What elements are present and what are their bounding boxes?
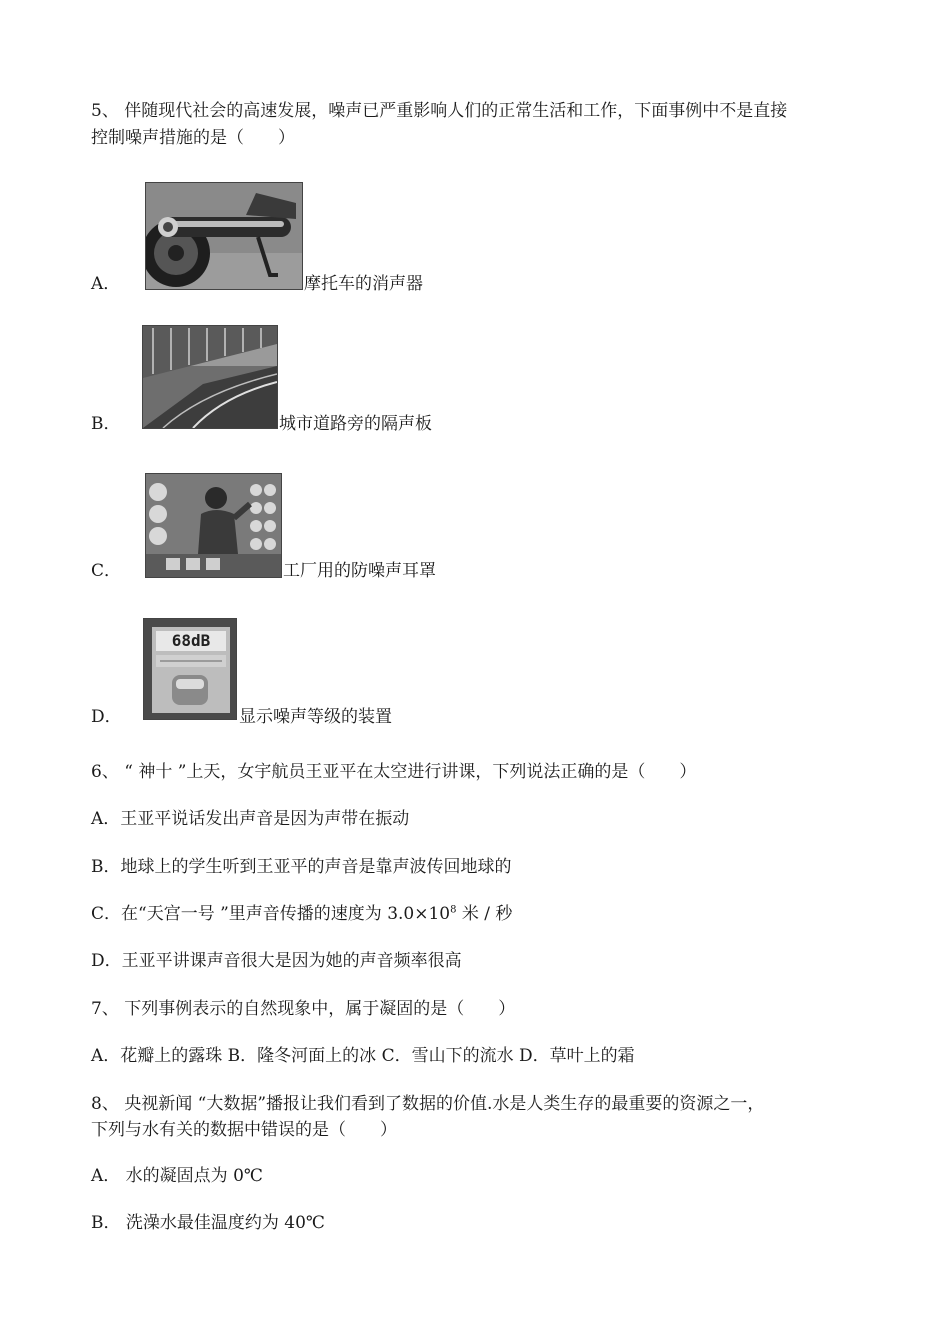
q6-option-c-unit: 米 / 秒 (456, 904, 513, 924)
q6-option-c-text: C．在“天宫一号 ”里声音传播的速度为 3.0×10 (91, 904, 451, 924)
q5-option-c-caption: 工厂用的防噪声耳罩 (283, 561, 436, 581)
noise-meter-photo (143, 618, 237, 720)
motorcycle-muffler-photo (145, 182, 303, 290)
q5-option-c-label: C． (91, 561, 122, 581)
factory-earmuffs-photo (145, 473, 282, 578)
q8-option-b: B． 洗澡水最佳温度约为 40℃ (91, 1213, 325, 1233)
q5-option-d-caption: 显示噪声等级的装置 (239, 707, 392, 727)
q5-option-a-caption: 摩托车的消声器 (304, 274, 423, 294)
q8-stem-line1: 8、 央视新闻 “大数据”播报让我们看到了数据的价值.水是人类生存的最重要的资源之一， (91, 1094, 765, 1114)
q6-option-c (91, 902, 512, 926)
q8-option-a: A． 水的凝固点为 0℃ (91, 1166, 263, 1186)
q6-option-a: A．王亚平说话发出声音是因为声带在振动 (91, 809, 410, 829)
q5-stem-line1: 5、 伴随现代社会的高速发展，噪声已严重影响人们的正常生活和工作，下面事例中不是直接 (91, 101, 788, 121)
q7-options: A．花瓣上的露珠 B．隆冬河面上的冰 C．雪山下的流水 D．草叶上的霜 (91, 1046, 635, 1066)
q6-stem: 6、 “ 神十 ”上天，女宇航员王亚平在太空进行讲课，下列说法正确的是（ ） (91, 762, 697, 782)
q6-option-c-exponent: 8 (450, 904, 457, 916)
q6-option-b: B．地球上的学生听到王亚平的声音是靠声波传回地球的 (91, 857, 512, 877)
noise-meter-reading: 68dB (171, 631, 211, 650)
sound-barrier-photo (142, 325, 278, 429)
q7-stem: 7、 下列事例表示的自然现象中，属于凝固的是（ ） (91, 999, 516, 1019)
q5-option-a-label: A． (91, 274, 121, 294)
q5-option-b-label: B． (91, 414, 121, 434)
q5-option-d-label: D． (91, 707, 122, 727)
q8-stem-line2: 下列与水有关的数据中错误的是（ ） (91, 1120, 397, 1140)
q6-option-d: D．王亚平讲课声音很大是因为她的声音频率很高 (91, 951, 462, 971)
q5-stem-line2: 控制噪声措施的是（ ） (91, 128, 295, 148)
q5-option-b-caption: 城市道路旁的隔声板 (279, 414, 432, 434)
